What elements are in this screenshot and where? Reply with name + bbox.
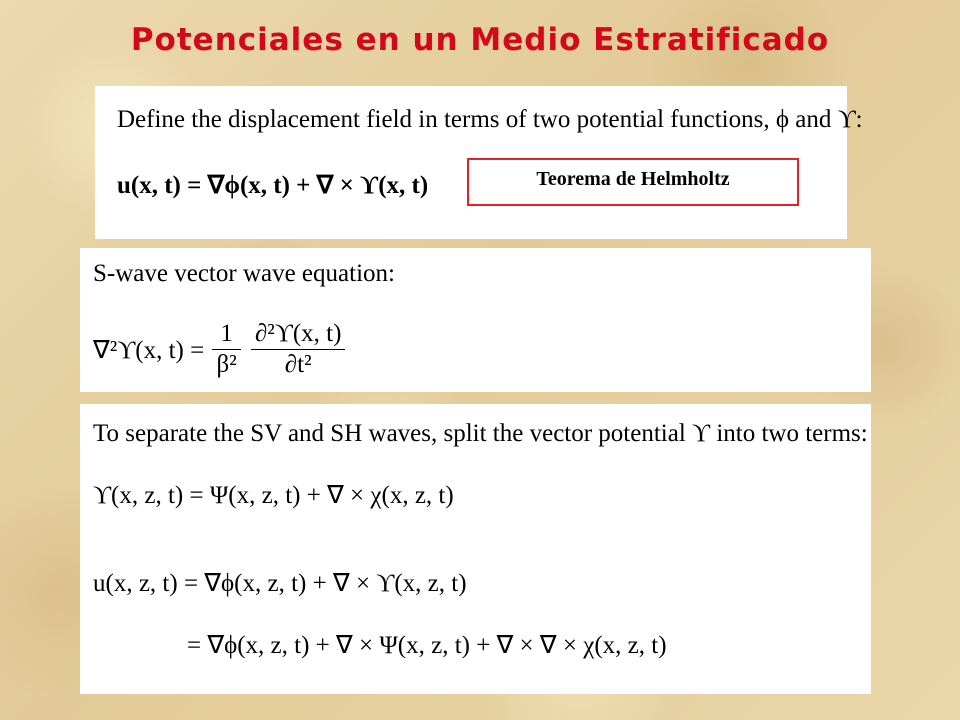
panel-text: S-wave vector wave equation:: [93, 260, 395, 287]
fraction-second-time-derivative: [251, 320, 346, 380]
page-title: Potenciales en un Medio Estratificado: [130, 22, 830, 58]
fraction-numerator: 1: [212, 320, 240, 350]
panel-text: To separate the SV and SH waves, split the vector potential ϒ into two terms:: [93, 420, 868, 447]
fraction-denominator: β²: [216, 350, 237, 378]
helmholtz-theorem-box: Teorema de Helmholtz: [467, 158, 799, 206]
potential-split-panel: [80, 404, 871, 694]
vector-potential-split-equation: ϒ(x, z, t) = Ψ(x, z, t) + ∇ × χ(x, z, t): [93, 482, 454, 509]
helmholtz-equation: u(x, t) = ∇ϕ(x, t) + ∇ × ϒ(x, t): [117, 172, 429, 199]
s-wave-equation-panel: [80, 248, 871, 392]
s-wave-equation: [93, 320, 347, 380]
fraction-numerator: ∂²ϒ(x, t): [251, 320, 346, 350]
fraction-1-over-beta-squared: [212, 320, 240, 380]
displacement-equation: u(x, z, t) = ∇ϕ(x, z, t) + ∇ × ϒ(x, z, t): [93, 570, 467, 597]
equation-lhs: ∇²ϒ(x, t) =: [93, 336, 205, 364]
panel-text: Define the displacement field in terms of two potential functions, ϕ and ϒ:: [117, 106, 863, 133]
displacement-expanded-equation: = ∇ϕ(x, z, t) + ∇ × Ψ(x, z, t) + ∇ × ∇ × χ(x, z, t): [187, 632, 667, 659]
fraction-denominator: ∂t²: [284, 350, 312, 378]
displacement-field-panel: [95, 86, 863, 239]
